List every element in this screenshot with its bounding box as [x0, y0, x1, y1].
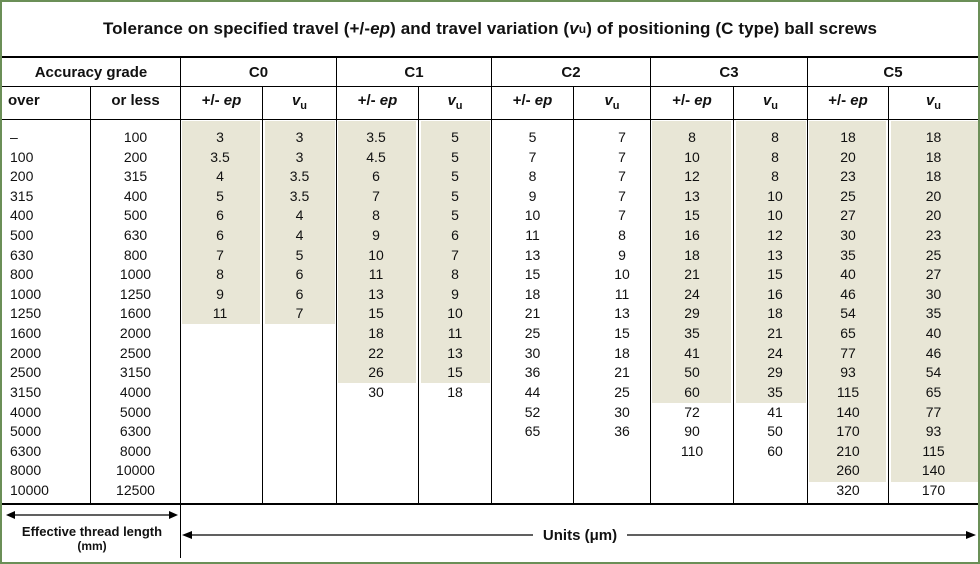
rule-below-grade — [2, 86, 978, 87]
table-cell: 10 — [767, 207, 783, 224]
table-cell: 15 — [368, 305, 384, 322]
table-cell: 3150 — [119, 364, 152, 381]
table-cell: 30 — [524, 344, 541, 361]
table-cell: 25 — [614, 383, 630, 400]
table-cell: 40 — [925, 325, 942, 342]
table-cell: 12 — [684, 168, 700, 185]
table-cell: 8 — [451, 266, 459, 283]
table-cell: 3.5 — [289, 168, 310, 185]
or-less-header: or less — [111, 92, 160, 109]
title-part1: Tolerance on specified travel (+/- — [102, 19, 371, 38]
table-cell: 24 — [684, 285, 700, 302]
title-v: v — [569, 19, 579, 38]
table-cell: 210 — [836, 442, 860, 459]
table-cell: 11 — [212, 305, 228, 322]
table-cell: 400 — [10, 207, 34, 224]
title-part3: ) of positioning (C type) ball screws — [586, 19, 878, 38]
table-cell: 18 — [925, 148, 942, 165]
title-ep: ep — [370, 19, 391, 38]
table-cell: 170 — [836, 423, 860, 440]
grade-c2-header: C2 — [561, 64, 581, 81]
table-cell: 20 — [925, 187, 942, 204]
c5-vu-column — [889, 128, 978, 501]
table-cell: 1250 — [119, 285, 152, 302]
table-cell: 10 — [684, 148, 700, 165]
table-cell: 115 — [922, 442, 945, 459]
table-cell: 3.5 — [366, 129, 386, 145]
table-cell: 9 — [372, 227, 380, 244]
table-cell: 6 — [295, 285, 304, 302]
table-cell: 8 — [771, 148, 779, 165]
table-cell: 5 — [451, 207, 459, 224]
table-cell: 40 — [840, 266, 856, 283]
table-cell: 15 — [614, 325, 630, 342]
table-cell: 5000 — [119, 403, 152, 420]
c3-ep-column — [651, 128, 733, 461]
table-cell: 8 — [528, 168, 537, 185]
table-cell: 3 — [216, 129, 224, 145]
table-cell: 6300 — [10, 442, 42, 459]
table-cell: 29 — [684, 305, 700, 322]
table-cell: 8 — [618, 227, 626, 244]
table-cell: 11 — [368, 266, 384, 283]
table-cell: 315 — [123, 168, 148, 185]
c0-vu-header: $v_u$ — [291, 92, 308, 112]
c3-ep-header: +/- ep — [672, 92, 712, 109]
table-cell: 100 — [123, 129, 148, 145]
table-cell: 60 — [767, 442, 783, 459]
table-cell: 16 — [767, 285, 783, 302]
table-cell: 2000 — [119, 325, 152, 342]
table-cell: 65 — [840, 325, 856, 342]
c1-ep-header: +/- ep — [357, 92, 398, 109]
table-cell: 115 — [836, 383, 860, 400]
table-cell: 7 — [618, 148, 626, 165]
title-u: u — [578, 22, 587, 36]
table-cell: 41 — [684, 344, 700, 361]
table-cell: 15 — [524, 266, 541, 283]
table-cell: 9 — [451, 285, 459, 302]
table-cell: 18 — [840, 129, 856, 145]
table-cell: 9 — [528, 187, 537, 204]
table-cell: 27 — [925, 266, 942, 283]
table-cell: 8 — [688, 129, 696, 145]
table-cell: 7 — [528, 148, 537, 165]
c1-vu-column — [419, 128, 491, 403]
c2-vu-header: $v_u$ — [604, 92, 620, 112]
c0-ep-column — [181, 128, 259, 324]
table-cell: 25 — [925, 246, 942, 263]
table-cell: 10 — [614, 266, 630, 283]
table-cell: 2500 — [10, 364, 42, 381]
table-cell: 50 — [684, 364, 700, 381]
table-cell: 18 — [925, 129, 942, 145]
table-cell: 10 — [447, 305, 463, 322]
table-cell: 13 — [368, 285, 384, 302]
table-cell: 1600 — [119, 305, 152, 322]
table-cell: 5000 — [10, 423, 42, 440]
table-cell: 260 — [836, 462, 860, 479]
table-cell: 27 — [840, 207, 856, 224]
units-label-wrap — [182, 522, 978, 548]
table-cell: 500 — [123, 207, 148, 224]
c5-ep-column — [808, 128, 888, 501]
table-cell: 15 — [447, 364, 463, 381]
table-cell: 35 — [840, 246, 856, 263]
table-cell: 50 — [767, 423, 783, 440]
accuracy-grade-header: Accuracy grade — [34, 64, 148, 81]
table-cell: 12500 — [116, 481, 155, 498]
c5-ep-header: +/- ep — [828, 92, 868, 109]
table-cell: 4 — [295, 227, 304, 244]
table-cell: 11 — [614, 285, 630, 302]
table-cell: 8000 — [10, 462, 42, 479]
table-cell: 10000 — [10, 481, 49, 498]
table-cell: 6 — [295, 266, 304, 283]
table-cell: 15 — [684, 207, 700, 224]
table-cell: 23 — [840, 168, 856, 185]
table-cell: 6 — [216, 227, 224, 244]
table-cell: 6 — [216, 207, 224, 224]
table-cell: 35 — [925, 305, 942, 322]
table-cell: 9 — [216, 285, 224, 302]
table-cell: 41 — [767, 403, 783, 420]
table-cell: 5 — [451, 148, 459, 165]
rule-below-header — [2, 119, 978, 120]
thread-length-unit: (mm) — [77, 539, 107, 553]
table-cell: 7 — [216, 246, 224, 263]
table-cell: 5 — [216, 187, 224, 204]
units-label: Units (μm) — [533, 527, 627, 544]
table-cell: 93 — [840, 364, 856, 381]
table-cell: 13 — [767, 246, 783, 263]
table-cell: 52 — [524, 403, 541, 420]
table-cell: 6300 — [119, 423, 152, 440]
table-cell: 54 — [840, 305, 856, 322]
table-cell: 3 — [295, 148, 304, 165]
c2-ep-header: +/- ep — [512, 92, 553, 109]
table-cell: 8000 — [119, 442, 152, 459]
table-cell: 315 — [10, 187, 34, 204]
rule-above-footer — [2, 503, 978, 505]
table-cell: 26 — [368, 364, 384, 381]
c1-ep-column — [337, 128, 415, 403]
table-cell: 3 — [295, 129, 304, 145]
table-cell: 6 — [451, 227, 459, 244]
table-cell: – — [10, 129, 18, 145]
table-cell: 7 — [618, 207, 626, 224]
table-cell: 77 — [840, 344, 856, 361]
table-cell: 400 — [123, 187, 148, 204]
table-cell: 93 — [925, 423, 942, 440]
grade-c0-header: C0 — [248, 64, 269, 81]
thread-length-text: Effective thread length — [21, 524, 163, 539]
table-cell: 200 — [10, 168, 34, 185]
table-cell: 18 — [447, 383, 463, 400]
table-cell: 1600 — [10, 325, 42, 342]
table-cell: 23 — [925, 227, 942, 244]
table-cell: 3.5 — [210, 148, 230, 165]
table-cell: 4000 — [10, 403, 42, 420]
table-cell: 800 — [123, 246, 148, 263]
table-cell: 65 — [524, 423, 541, 440]
table-cell: 7 — [618, 129, 626, 145]
table-cell: 4000 — [119, 383, 152, 400]
table-cell: 24 — [767, 344, 783, 361]
table-cell: 5 — [528, 129, 537, 145]
table-cell: 3150 — [10, 383, 42, 400]
table-cell: 200 — [123, 148, 148, 165]
table-cell: 46 — [840, 285, 856, 302]
table-cell: 18 — [925, 168, 942, 185]
table-cell: 7 — [372, 187, 380, 204]
table-cell: 25 — [840, 187, 856, 204]
table-cell: 7 — [618, 187, 626, 204]
table-cell: 7 — [618, 168, 626, 185]
table-cell: 10000 — [116, 462, 155, 479]
table-cell: 21 — [684, 266, 700, 283]
table-cell: 5 — [451, 187, 459, 204]
table-cell: 500 — [10, 227, 34, 244]
rule-below-title — [2, 56, 978, 58]
table-cell: 140 — [921, 462, 946, 479]
table-cell: 12 — [767, 227, 783, 244]
table-cell: 8 — [771, 168, 779, 185]
table-cell: 30 — [368, 383, 384, 400]
thread-length-arrow — [6, 510, 178, 520]
over-column — [10, 128, 70, 501]
table-cell: 20 — [840, 148, 856, 165]
table-cell: 21 — [614, 364, 630, 381]
table-cell: 16 — [684, 227, 700, 244]
table-cell: 36 — [524, 364, 541, 381]
table-cell: 4.5 — [366, 148, 386, 165]
table-cell: 21 — [524, 305, 541, 322]
table-cell: 11 — [525, 227, 540, 244]
table-cell: 25 — [524, 325, 541, 342]
or-less-column — [91, 128, 180, 501]
table-cell: 1000 — [10, 285, 42, 302]
table-cell: 10 — [767, 187, 783, 204]
table-cell: 2000 — [10, 344, 42, 361]
table-cell: 5 — [451, 129, 459, 145]
table-cell: 21 — [767, 325, 783, 342]
table-cell: 110 — [680, 442, 704, 459]
table-cell: 10 — [524, 207, 541, 224]
table-cell: 15 — [767, 266, 783, 283]
table-cell: 630 — [10, 246, 34, 263]
table-cell: 29 — [767, 364, 783, 381]
table-cell: 22 — [368, 344, 384, 361]
table-cell: 54 — [925, 364, 942, 381]
table-cell: 18 — [524, 285, 541, 302]
table-cell: 18 — [614, 344, 630, 361]
table-cell: 5 — [295, 246, 304, 263]
table-cell: 8 — [771, 129, 779, 145]
c3-vu-header: $v_u$ — [762, 92, 779, 112]
table-cell: 13 — [447, 344, 463, 361]
c0-ep-header: +/- ep — [201, 92, 242, 109]
table-cell: 60 — [684, 383, 700, 400]
table-cell: 30 — [614, 403, 630, 420]
grade-c5-header: C5 — [883, 64, 903, 81]
table-cell: 65 — [925, 383, 942, 400]
table-cell: 10 — [368, 246, 384, 263]
table-cell: 630 — [123, 227, 148, 244]
table-cell: 3.5 — [289, 187, 310, 204]
c1-vu-header: $v_u$ — [447, 92, 463, 112]
table-cell: 72 — [684, 403, 700, 420]
table-cell: 7 — [295, 305, 304, 322]
table-cell: 46 — [925, 344, 942, 361]
table-cell: 6 — [372, 168, 380, 185]
table-cell: 35 — [767, 383, 783, 400]
table-cell: 35 — [684, 325, 700, 342]
table-cell: 100 — [10, 148, 34, 165]
table-cell: 18 — [684, 246, 700, 263]
table-cell: 4 — [295, 207, 304, 224]
table-cell: 44 — [524, 383, 541, 400]
c0-vu-column — [263, 128, 336, 324]
table-cell: 5 — [451, 168, 459, 185]
table-cell: 4 — [216, 168, 224, 185]
table-cell: 9 — [618, 246, 626, 263]
grade-c3-header: C3 — [719, 64, 739, 81]
c3-vu-column — [734, 128, 816, 461]
table-cell: 1250 — [10, 305, 42, 322]
table-cell: 36 — [614, 423, 630, 440]
table-cell: 13 — [524, 246, 541, 263]
table-cell: 8 — [372, 207, 380, 224]
table-cell: 30 — [925, 285, 942, 302]
table-cell: 20 — [925, 207, 942, 224]
table-cell: 800 — [10, 266, 34, 283]
table-cell: 18 — [368, 325, 384, 342]
table-cell: 1000 — [119, 266, 152, 283]
table-cell: 77 — [925, 403, 942, 420]
grade-c1-header: C1 — [404, 64, 424, 81]
table-cell: 8 — [216, 266, 224, 283]
table-cell: 320 — [836, 481, 860, 498]
table-cell: 140 — [836, 403, 860, 420]
c2-ep-column — [492, 128, 573, 442]
table-cell: 11 — [447, 325, 463, 342]
over-header: over — [8, 92, 40, 109]
table-cell: 13 — [684, 187, 700, 204]
table-cell: 170 — [921, 481, 946, 498]
table-title — [2, 2, 978, 56]
title-part2: ) and travel variation ( — [390, 19, 570, 38]
c5-vu-header: $v_u$ — [925, 92, 942, 112]
table-cell: 2500 — [119, 344, 152, 361]
effective-thread-length-label — [6, 524, 178, 554]
table-cell: 90 — [684, 423, 700, 440]
table-cell: 7 — [451, 246, 459, 263]
table-cell: 30 — [840, 227, 856, 244]
table-cell: 18 — [767, 305, 783, 322]
table-cell: 13 — [614, 305, 630, 322]
